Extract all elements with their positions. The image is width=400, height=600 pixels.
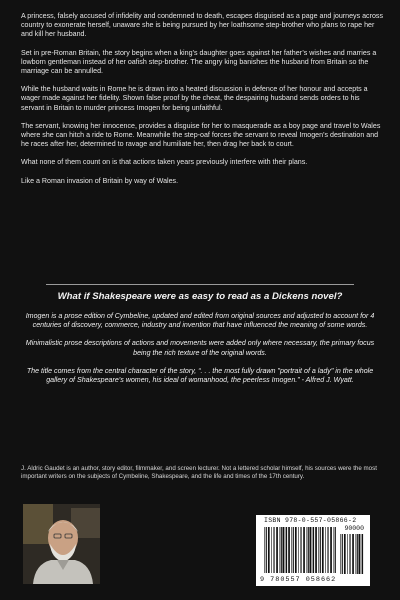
barcode-bar (307, 527, 308, 573)
barcode-bar (291, 527, 292, 573)
barcode-label (256, 515, 370, 586)
barcode-bar (309, 527, 311, 573)
barcode-bar (356, 534, 357, 574)
barcode-digits: 9 780557 058662 (260, 576, 337, 584)
blurb (21, 12, 383, 195)
blurb-paragraph-1: A princess, falsely accused of infidelity and condemned to death, escapes disguised as a page and journeys across country to exonerate herself, unaware she is being pursued by her loathsome step-brother who plans to rape her and kill her husband. (21, 12, 384, 39)
author-bio: J. Aldric Gaudet is an author, story editor, filmmaker, and screen lecturer. Not a lettered scholar himself, his sources were the most important writers on the subjects of Cymbeline, Shakespeare, and the life and times of the 17th century. (21, 465, 377, 480)
barcode-bar (308, 527, 309, 573)
barcode-bar (313, 527, 314, 573)
price-barcode (340, 534, 364, 574)
blurb-paragraph-3: While the husband waits in Rome he is drawn into a heated discussion in defence of her honour and accepts a wager made against her fidelity. Shown false proof by the cheat, the despairing husband sends orders to his servant in Britain to murder princess Imogen for being unfaithful. (21, 85, 368, 112)
barcode-bar (349, 534, 350, 574)
blurb-paragraph-5: What none of them count on is that actions taken years previously interfere with their plans. (21, 158, 308, 167)
promo-section (18, 291, 382, 394)
barcode-bar (315, 527, 317, 573)
barcode-bar (271, 527, 272, 573)
barcode-bar (330, 527, 332, 573)
barcode-bar (266, 527, 267, 573)
section-divider (46, 284, 354, 285)
promo-headline: What if Shakespeare were as easy to read as a Dickens novel? (57, 291, 343, 302)
barcode-bar (298, 527, 299, 573)
barcode-bar (344, 534, 346, 574)
barcode-bar (281, 527, 282, 573)
barcode-bar (303, 527, 305, 573)
blurb-paragraph-4: The servant, knowing her innocence, provides a disguise for her to masquerade as a boy page and travel to Wales where she can hitch a ride to Rome. Meanwhile the step-oaf forces the servant to reveal Imogen’s destination and he races after her, determined to ravage and humiliate her, then drag her back to court. (21, 121, 381, 149)
barcode-bar (352, 534, 354, 574)
barcode-bar (327, 527, 328, 573)
blurb-paragraph-6: Like a Roman invasion of Britain by way of Wales. (21, 176, 179, 185)
barcode-bar (264, 527, 265, 573)
barcode-bar (325, 527, 326, 573)
barcode-bar (320, 527, 321, 573)
price-code: 90000 (344, 525, 364, 532)
blurb-paragraph-2: Set in pre-Roman Britain, the story begins when a king’s daughter goes against her father’s wishes and marries a lowborn gentleman instead of her oafish step-brother. The angry king banishes the husband from Britain so the marriage can be annulled. (21, 48, 377, 76)
barcode-bar (280, 527, 281, 573)
barcode-bar (342, 534, 343, 574)
author-photo (23, 504, 100, 584)
promo-paragraph-1: Imogen is a prose edition of Cymbeline, updated and edited from original sources and adjusted to account for 4 centuries of discovery, commerce, industry and invention that have influenced the meaning of some words. (25, 312, 375, 330)
promo-quote: The title comes from the central character of the story, “. . . the most fully drawn "portrait of a lady" in the whole gallery of Shakespeare’s women, his ideal of womanhood, the peerless Imogen.” - Alfred J. Wyatt. (26, 366, 374, 385)
barcode-bar (361, 534, 362, 574)
barcode-bar (357, 534, 358, 574)
author-portrait-illustration (23, 504, 100, 584)
barcode-bar (340, 534, 341, 574)
barcode-bar (288, 527, 290, 573)
barcode-bar (334, 527, 335, 573)
isbn-barcode (264, 527, 336, 573)
barcode-bar (335, 527, 336, 573)
barcode-bar (318, 527, 319, 573)
barcode-bar (276, 527, 278, 573)
barcode-bar (286, 527, 287, 573)
barcode-bar (285, 527, 286, 573)
barcode-bar (268, 527, 270, 573)
barcode-bar (362, 534, 363, 574)
promo-paragraph-2: Minimalistic prose descriptions of actions and movements were added only where necessary, the primary focus being the rich texture of the original words. (25, 339, 375, 357)
barcode-bar (293, 527, 294, 573)
barcode-bar (295, 527, 297, 573)
barcode-bar (282, 527, 284, 573)
barcode-bar (300, 527, 301, 573)
barcode-bar (347, 534, 348, 574)
barcode-bar (312, 527, 313, 573)
barcode-bar (322, 527, 324, 573)
barcode-bar (273, 527, 274, 573)
isbn-text: ISBN 978-0-557-05866-2 (264, 517, 357, 524)
barcode-bar (358, 534, 360, 574)
